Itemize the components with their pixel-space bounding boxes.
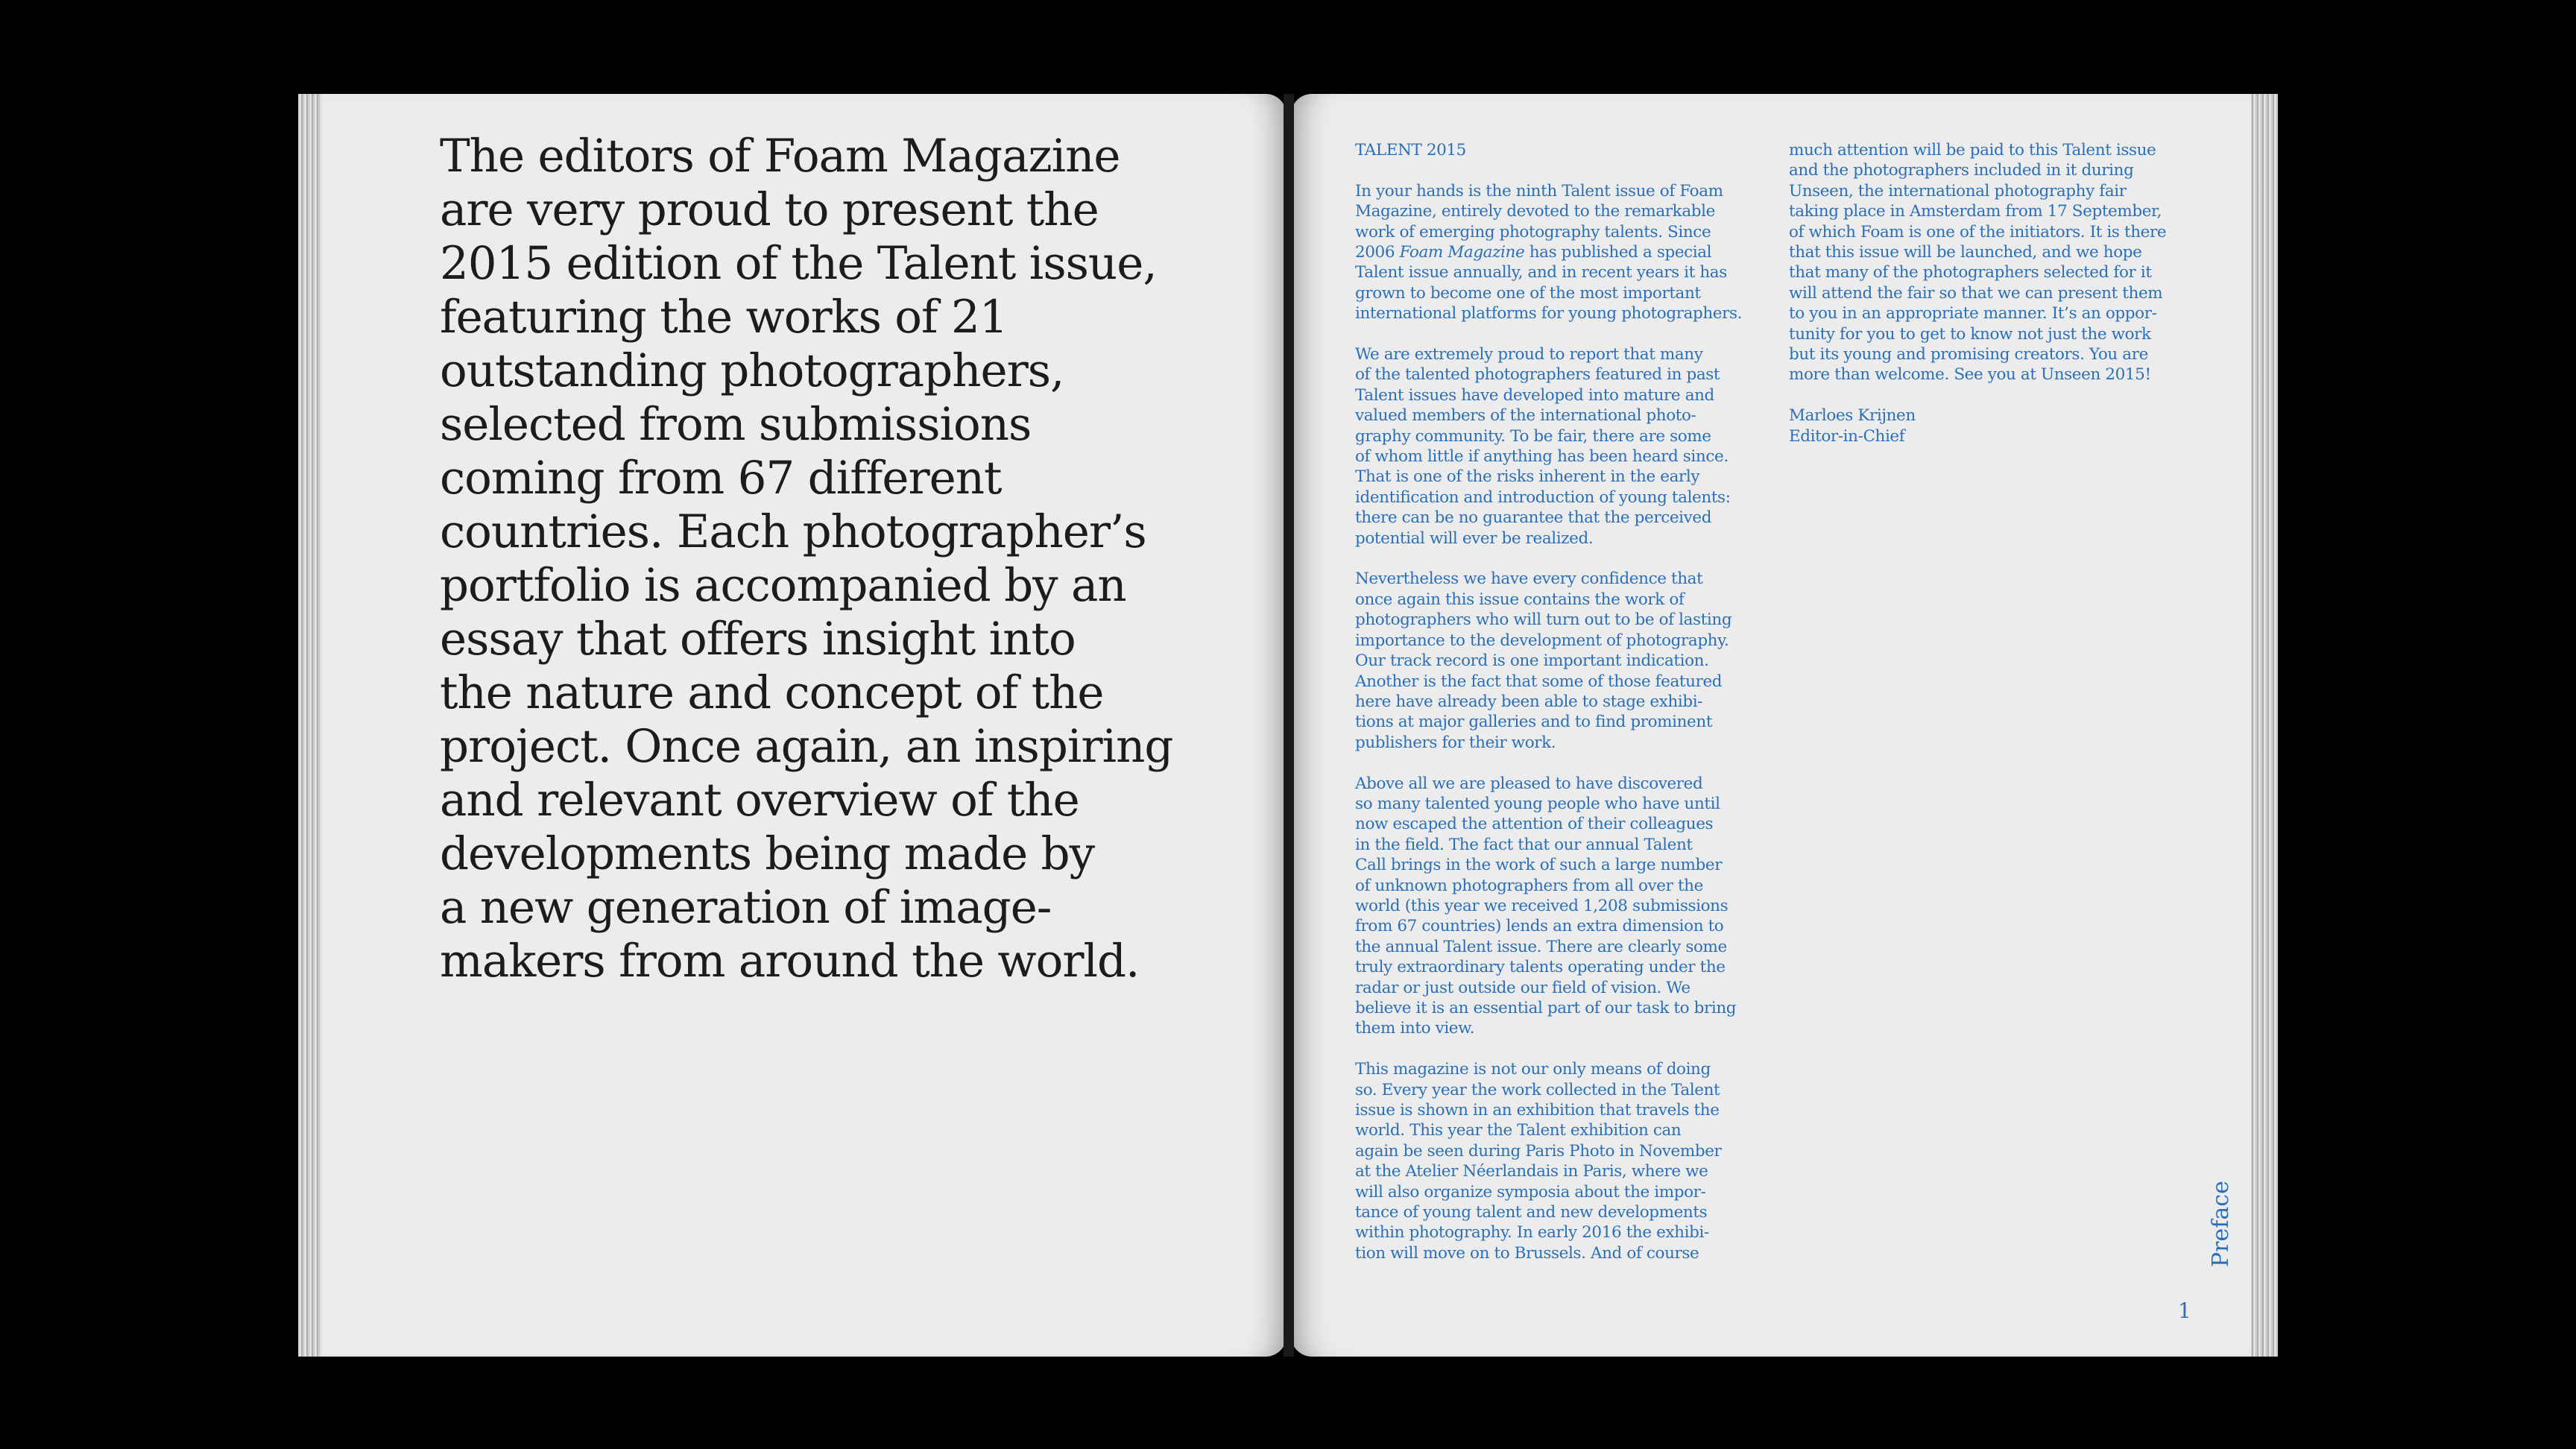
signature-title: Editor-in-Chief <box>1789 426 1905 446</box>
lead-line: project. Once again, an inspiring <box>440 720 1173 773</box>
section-heading: TALENT 2015 <box>1355 141 1466 160</box>
lead-line: are very proud to present the <box>440 183 1099 236</box>
lead-line: coming from 67 different <box>440 452 1002 505</box>
lead-line: developments being made by <box>440 827 1095 880</box>
text-column-1 <box>1355 140 1758 1284</box>
lead-line: featuring the works of 21 <box>440 291 1008 344</box>
body-paragraph <box>1355 181 1758 324</box>
lead-line: a new generation of image- <box>440 881 1052 934</box>
paragraph-text: In your hands is the ninth Talent issue of Foam Magazine, entirely devoted to the remarkable work of emerging photography talents. Since 2006 <box>1355 181 1723 262</box>
right-page-edge <box>2251 94 2278 1357</box>
lead-line: makers from around the world. <box>440 935 1140 988</box>
lead-line: essay that offers insight into <box>440 613 1076 666</box>
section-side-label: Preface <box>2208 1181 2234 1267</box>
lead-line: portfolio is accompanied by an <box>440 559 1126 612</box>
body-paragraph: much attention will be paid to this Talent issue and the photographers included in it during Unseen, the international photography fair taking place in Amsterdam from 17 September, of which Foam is one of the initiators. It is there that this issue will be launched, and we hope that many of the photographers selected for it will attend the fair so that we can present them to you in an appropriate manner. It’s an oppor- tunity for you to get to know not just the work but its young and promising creators. You are more than welcome. See you at Unseen 2015! <box>1789 141 2167 385</box>
lead-paragraph <box>440 130 1215 988</box>
lead-line: the nature and concept of the <box>440 666 1104 719</box>
text-column-2 <box>1789 140 2191 467</box>
body-paragraph: We are extremely proud to report that many of the talented photographers featured in past Talent issues have developed into mature and valued members of the international photo- graphy community. To be fair, there are some of whom little if anything has been heard since. That is one of the risks inherent in the early identification and introduction of young talents: there can be no guarantee that the perceived potential will ever be realized. <box>1355 345 1731 548</box>
left-page-edge <box>298 94 322 1357</box>
paragraph-text: has published a special Talent issue annually, and in recent years it has grown to become one of the most important international platforms for young photographers. <box>1355 243 1743 323</box>
spine-gutter <box>1284 94 1294 1357</box>
signature-name: Marloes Krijnen <box>1789 406 1916 426</box>
body-paragraph: This magazine is not our only means of doing so. Every year the work collected in the Talent issue is shown in an exhibition that travels the world. This year the Talent exhibition can again be seen during Paris Photo in November at the Atelier Néerlandais in Paris, where we will also organize symposia about the impor- tance of young talent and new developments within photography. In early 2016 the exhibi- tion will move on to Brussels. And of course <box>1355 1060 1722 1263</box>
magazine-title-italic: Foam Magazine <box>1399 243 1525 262</box>
lead-line: outstanding photographers, <box>440 344 1064 397</box>
lead-line: countries. Each photographer’s <box>440 505 1146 558</box>
lead-line: 2015 edition of the Talent issue, <box>440 237 1157 290</box>
page-number: 1 <box>2178 1298 2191 1323</box>
lead-line: and relevant overview of the <box>440 774 1079 827</box>
body-paragraph: Nevertheless we have every confidence that once again this issue contains the work of photographers who will turn out to be of lasting importance to the development of photography. Our track record is one important indication. Another is the fact that some of those featured here have already been able to stage exhibi- tions at major galleries and to find prominent publishers for their work. <box>1355 569 1732 752</box>
body-paragraph: Above all we are pleased to have discovered so many talented young people who have until now escaped the attention of their colleagues in the field. The fact that our annual Talent Call brings in the work of such a large number of unknown photographers from all over the world (this year we received 1,208 submissions from 67 countries) lends an extra dimension to the annual Talent issue. There are clearly some truly extraordinary talents operating under the radar or just outside our field of vision. We believe it is an essential part of our task to bring them into view. <box>1355 774 1737 1038</box>
lead-line: The editors of Foam Magazine <box>440 130 1120 183</box>
lead-line: selected from submissions <box>440 398 1032 451</box>
signature <box>1789 405 2191 446</box>
